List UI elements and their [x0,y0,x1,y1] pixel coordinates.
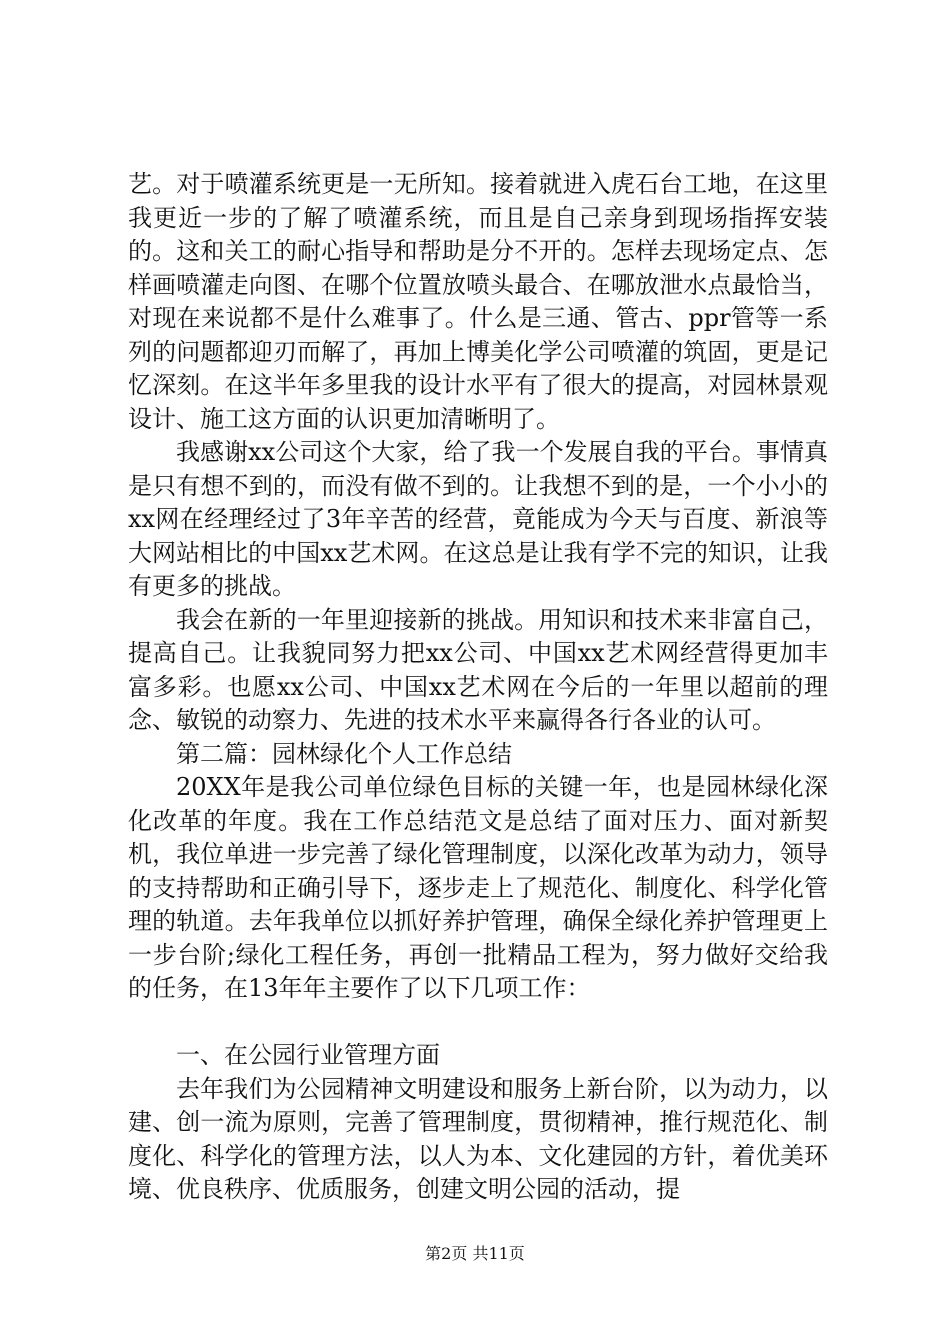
paragraph-park-management: 去年我们为公园精神文明建设和服务上新台阶，以为动力，以建、创一流为原则，完善了管理制度，贯彻精神，推行规范化、制度化、科学化的管理方法，以人为本、文化建园的方针，着优美环境、优良秩序、优质服务，创建文明公园的活动，提 [128,1074,828,1203]
paragraph-thanks: 我感谢xx公司这个大家，给了我一个发展自我的平台。事情真是只有想不到的，而没有做不到的。让我想不到的是，一个小小的xx网在经理经过了3年辛苦的经营，竟能成为今天与百度、新浪等大网站相比的中国xx艺术网。在这总是让我有学不完的知识，让我有更多的挑战。 [128,438,828,600]
paragraph-summary: 20XX年是我公司单位绿色目标的关键一年，也是园林绿化深化改革的年度。我在工作总结范文是总结了面对压力、面对新契机，我位单进一步完善了绿化管理制度，以深化改革为动力，领导的支持帮助和正确引导下，逐步走上了规范化、制度化、科学化管理的轨道。去年我单位以抓好养护管理，确保全绿化养护管理更上一步台阶;绿化工程任务，再创一批精品工程为，努力做好交给我的任务，在13年年主要作了以下几项工作： [128,773,828,1002]
paragraph-new-year: 我会在新的一年里迎接新的挑战。用知识和技术来非富自己，提高自己。让我貌同努力把xx公司、中国xx艺术网经营得更加丰富多彩。也愿xx公司、中国xx艺术网在今后的一年里以超前的理念、敏锐的动察力、先进的技术水平来赢得各行各业的认可。 [128,605,828,734]
paragraph-gap [128,1006,828,1040]
document-body [128,168,828,1207]
paragraph-continuation: 艺。对于喷灌系统更是一无所知。接着就进入虎石台工地，在这里我更近一步的了解了喷灌系统，而且是自己亲身到现场指挥安装的。这和关工的耐心指导和帮助是分不开的。怎样去现场定点、怎样画喷灌走向图、在哪个位置放喷头最合、在哪放泄水点最恰当，对现在来说都不是什么难事了。什么是三通、管古、ppr管等一系列的问题都迎刃而解了，再加上博美化学公司喷灌的筑固，更是记忆深刻。在这半年多里我的设计水平有了很大的提高，对园林景观设计、施工这方面的认识更加清晰明了。 [128,170,828,433]
page-footer: 第2页 共11页 [425,1244,525,1263]
section-heading: 第二篇：园林绿化个人工作总结 [176,739,512,768]
subsection-heading: 一、在公园行业管理方面 [176,1041,440,1069]
